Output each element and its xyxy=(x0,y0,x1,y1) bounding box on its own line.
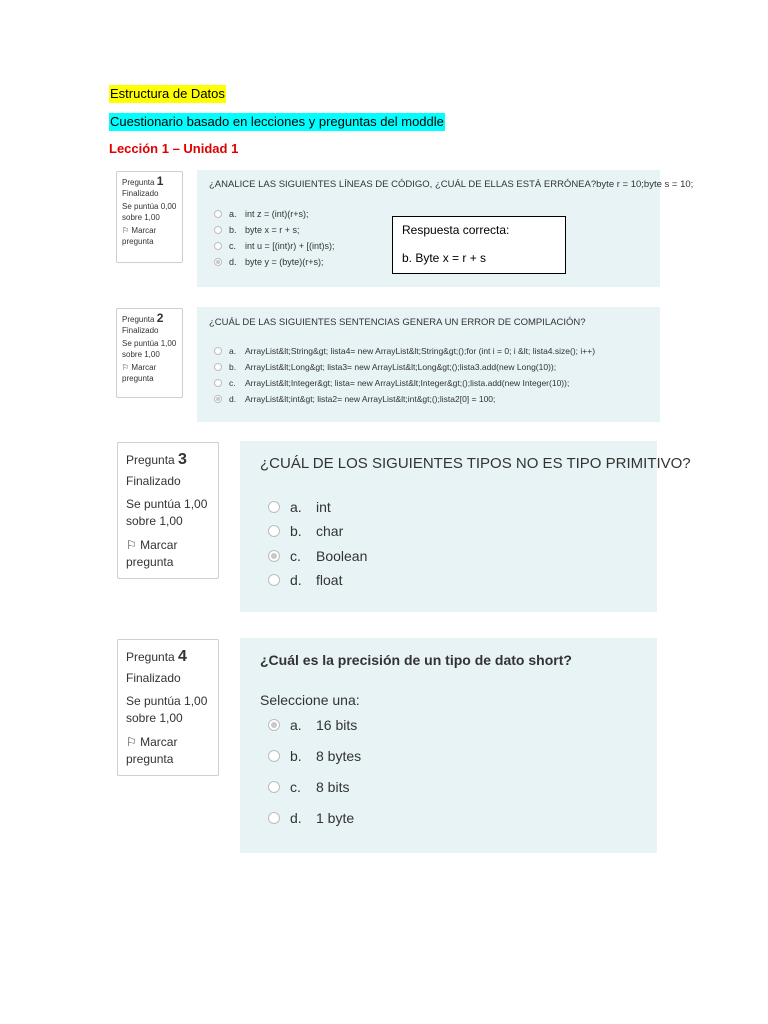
radio-button[interactable] xyxy=(268,501,280,513)
radio-button[interactable] xyxy=(268,812,280,824)
question-text: ¿CUÁL DE LAS SIGUIENTES SENTENCIAS GENERA UN ERROR DE COMPILACIÓN? xyxy=(209,317,586,328)
question-info-2 xyxy=(116,308,183,398)
flag-question-label: pregunta xyxy=(122,374,154,383)
radio-button[interactable] xyxy=(214,379,222,387)
radio-button[interactable] xyxy=(214,226,222,234)
answer-option-d[interactable]: d. ArrayList&lt;int&gt; lista2= new ArrayList&lt;int&gt;();lista2[0] = 100; xyxy=(214,394,495,404)
radio-button[interactable] xyxy=(268,574,280,586)
answer-option-a[interactable]: a. 16 bits xyxy=(268,717,357,733)
answer-option-c[interactable]: c. int u = [(int)r) + [(int)s); xyxy=(214,241,335,251)
question-state: Finalizado xyxy=(126,474,181,488)
answer-option-d[interactable]: d. byte y = (byte)(r+s); xyxy=(214,257,324,267)
question-score: Se puntúa 0,00 xyxy=(122,202,177,211)
radio-button-selected[interactable] xyxy=(214,395,222,403)
correct-answer-title: Respuesta correcta: xyxy=(402,223,510,237)
flag-question-button[interactable]: ⚐ Marcar xyxy=(126,538,178,552)
question-score-max: sobre 1,00 xyxy=(126,711,183,725)
question-info-3 xyxy=(117,442,219,579)
question-state: Finalizado xyxy=(122,189,159,198)
question-label: Pregunta xyxy=(122,315,155,324)
question-score-max: sobre 1,00 xyxy=(122,350,160,359)
question-label: Pregunta xyxy=(126,453,175,467)
flag-icon: ⚐ xyxy=(126,538,137,552)
answer-option-a[interactable]: a. int xyxy=(268,499,331,515)
question-info-1 xyxy=(116,171,183,263)
flag-icon: ⚐ xyxy=(126,735,137,749)
question-number: 1 xyxy=(156,174,164,188)
radio-button-selected[interactable] xyxy=(268,550,280,562)
radio-button-selected[interactable] xyxy=(214,258,222,266)
question-label: Pregunta xyxy=(122,178,155,187)
flag-question-label: pregunta xyxy=(122,237,154,246)
question-number: 3 xyxy=(178,451,187,468)
flag-question-button[interactable]: ⚐ Marcar xyxy=(122,226,157,235)
correct-answer-note xyxy=(392,216,566,274)
flag-icon: ⚐ xyxy=(122,363,130,372)
flag-question-button[interactable]: ⚐ Marcar xyxy=(122,363,157,372)
radio-button[interactable] xyxy=(214,363,222,371)
answer-option-a[interactable]: a. ArrayList&lt;String&gt; lista4= new ArrayList&lt;String&gt;();for (int i = 0; i &lt; lista4.size(); i++) xyxy=(214,346,595,356)
question-text: ¿ANALICE LAS SIGUIENTES LÍNEAS DE CÓDIGO, ¿CUÁL DE ELLAS ESTÁ ERRÓNEA?byte r = 10;byte s = 10; xyxy=(209,179,694,190)
question-state: Finalizado xyxy=(126,671,181,685)
flag-question-label: pregunta xyxy=(126,752,174,766)
answer-option-b[interactable]: b. 8 bytes xyxy=(268,748,361,764)
flag-icon: ⚐ xyxy=(122,226,130,235)
question-text: ¿Cuál es la precisión de un tipo de dato short? xyxy=(260,652,572,668)
quiz-subtitle: Cuestionario basado en lecciones y preguntas del moddle xyxy=(110,114,444,129)
radio-button-selected[interactable] xyxy=(268,719,280,731)
question-text: ¿CUÁL DE LOS SIGUIENTES TIPOS NO ES TIPO PRIMITIVO? xyxy=(260,455,691,472)
radio-button[interactable] xyxy=(214,210,222,218)
answer-option-c[interactable]: c. Boolean xyxy=(268,548,367,564)
answer-option-d[interactable]: d. 1 byte xyxy=(268,810,354,826)
answer-option-c[interactable]: c. 8 bits xyxy=(268,779,349,795)
radio-button[interactable] xyxy=(214,347,222,355)
radio-button[interactable] xyxy=(214,242,222,250)
question-number: 2 xyxy=(156,311,164,325)
radio-button[interactable] xyxy=(268,781,280,793)
question-score-max: sobre 1,00 xyxy=(126,514,183,528)
select-one-prompt: Seleccione una: xyxy=(260,692,360,708)
question-info-4 xyxy=(117,639,219,776)
question-state: Finalizado xyxy=(122,326,159,335)
flag-question-label: pregunta xyxy=(126,555,174,569)
course-title: Estructura de Datos xyxy=(110,86,225,101)
lesson-heading: Lección 1 – Unidad 1 xyxy=(109,141,239,156)
radio-button[interactable] xyxy=(268,750,280,762)
question-score: Se puntúa 1,00 xyxy=(122,339,177,348)
question-number: 4 xyxy=(178,648,187,665)
correct-answer-value: b. Byte x = r + s xyxy=(402,251,487,265)
question-label: Pregunta xyxy=(126,650,175,664)
answer-option-b[interactable]: b. char xyxy=(268,523,343,539)
answer-option-b[interactable]: b. ArrayList&lt;Long&gt; lista3= new ArrayList&lt;Long&gt;();lista3.add(new Long(10)); xyxy=(214,362,556,372)
answer-option-c[interactable]: c. ArrayList&lt;Integer&gt; lista= new ArrayList&lt;Integer&gt;();lista.add(new Integer(10)); xyxy=(214,378,569,388)
question-score: Se puntúa 1,00 xyxy=(126,497,208,511)
answer-option-a[interactable]: a. int z = (int)(r+s); xyxy=(214,209,309,219)
flag-question-button[interactable]: ⚐ Marcar xyxy=(126,735,178,749)
question-score-max: sobre 1,00 xyxy=(122,213,160,222)
question-score: Se puntúa 1,00 xyxy=(126,694,208,708)
answer-option-d[interactable]: d. float xyxy=(268,572,342,588)
radio-button[interactable] xyxy=(268,525,280,537)
answer-option-b[interactable]: b. byte x = r + s; xyxy=(214,225,300,235)
